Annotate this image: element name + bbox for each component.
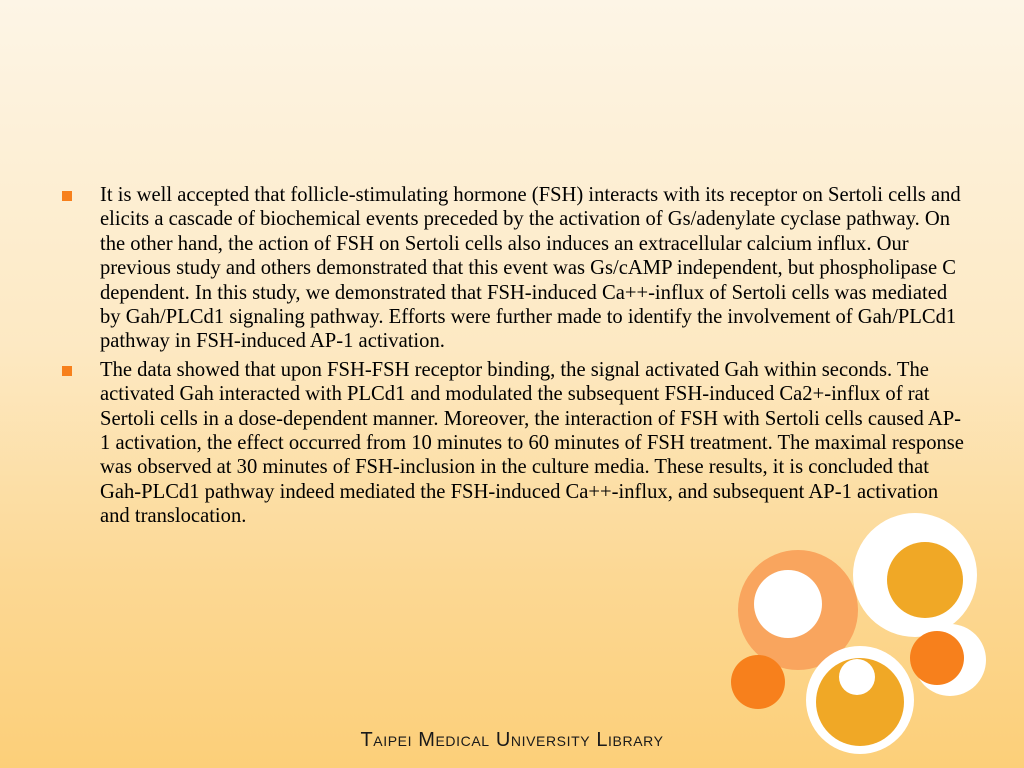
- large-orange-ring-center: [754, 570, 822, 638]
- bullet-text-1: It is well accepted that follicle-stimulating hormone (FSH) interacts with its receptor on Sertoli cells and elicits a cascade of biochemical events preceded by the activation of Gs/adenylate cyclase pathway. On the other hand, the action of FSH on Sertoli cells also induces an extracellular calcium influx. Our previous study and others demonstrated that this event was Gs/cAMP independent, but phospholipase C dependent. In this study, we demonstrated that FSH-induced Ca++-influx of Sertoli cells was mediated by Gah/PLCd1 signaling pathway. Efforts were further made to identify the involvement of Gah/PLCd1 pathway in FSH-induced AP-1 activation.: [100, 184, 961, 353]
- square-bullet-icon: [62, 191, 72, 201]
- bullet-list: [60, 183, 965, 533]
- small-orange-dot: [731, 655, 785, 709]
- right-orange-core: [910, 631, 964, 685]
- top-right-amber-core: [887, 542, 963, 618]
- square-bullet-icon: [62, 366, 72, 376]
- bullet-item-2: [60, 358, 965, 529]
- bullet-item-1: [60, 183, 965, 354]
- bottom-white-center: [839, 659, 875, 695]
- bullet-text-2: The data showed that upon FSH-FSH receptor binding, the signal activated Gah within seconds. The activated Gah interacted with PLCd1 and modulated the subsequent FSH-induced Ca2+-influx of rat Sertoli cells in a dose-dependent manner. Moreover, the interaction of FSH with Sertoli cells caused AP-1 activation, the effect occurred from 10 minutes to 60 minutes of FSH treatment. The maximal response was observed at 30 minutes of FSH-inclusion in the culture media. These results, it is concluded that Gah-PLCd1 pathway indeed mediated the FSH-induced Ca++-influx, and subsequent AP-1 activation and translocation.: [100, 358, 964, 528]
- footer-title: Taipei Medical University Library: [360, 729, 664, 751]
